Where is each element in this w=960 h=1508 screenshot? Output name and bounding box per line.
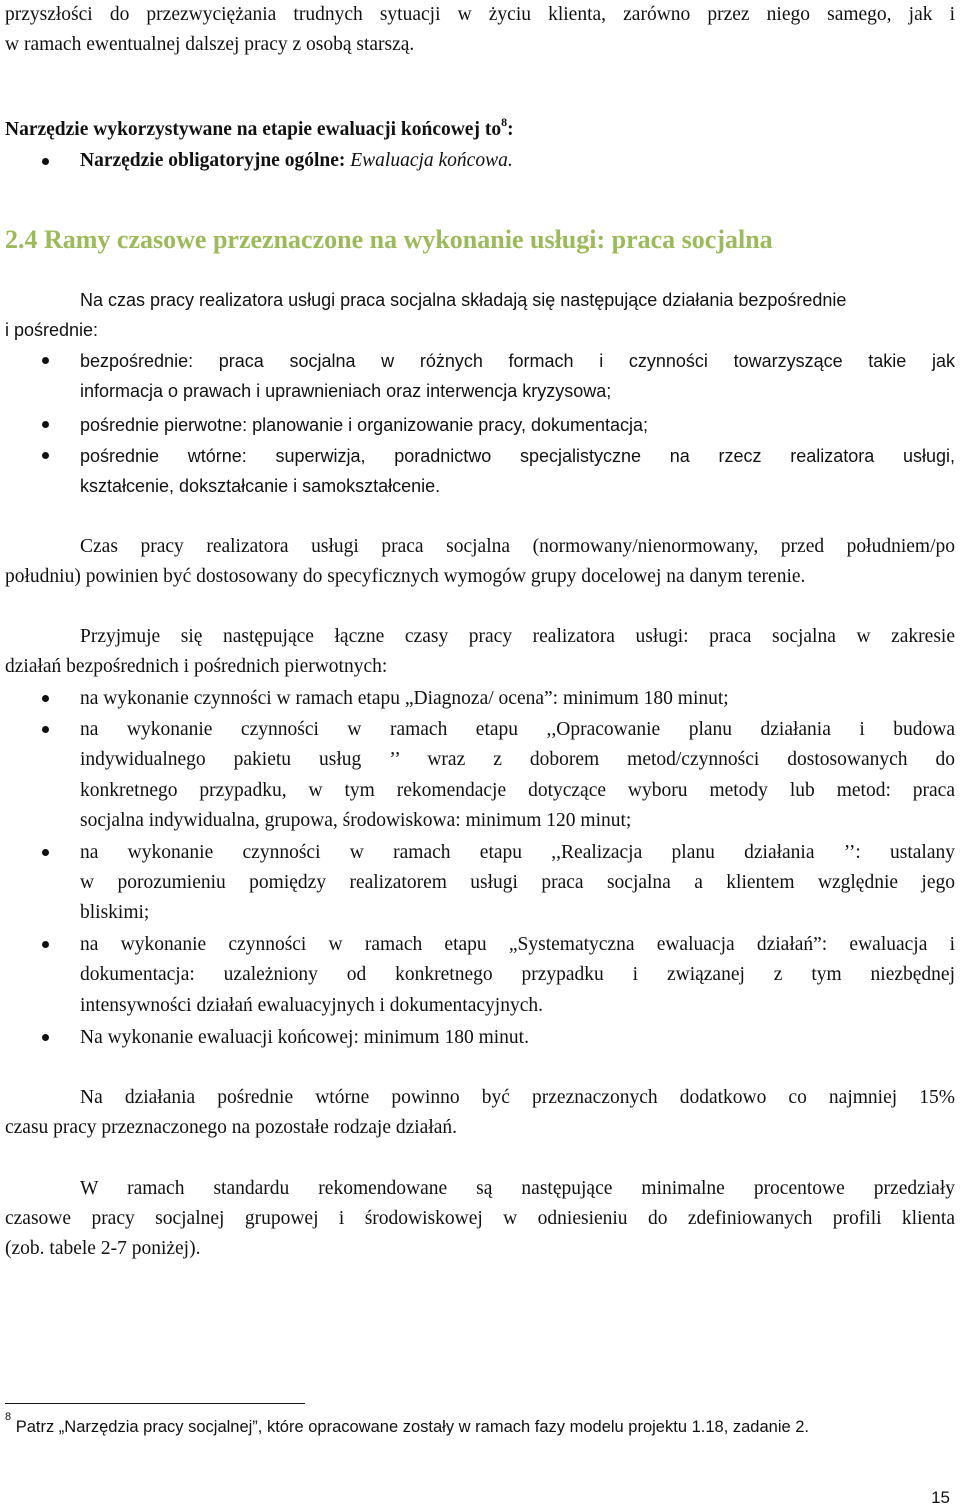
bullet-icon	[42, 695, 49, 702]
time-3-line-3: bliskimi;	[80, 902, 150, 923]
bullet-icon	[42, 849, 49, 856]
p4-line-2: czasu pracy przeznaczonego na pozostałe rodzaje działań.	[5, 1117, 458, 1138]
p1-line-2: i pośrednie:	[5, 320, 99, 340]
bullet-icon	[42, 357, 49, 364]
footnote-marker: 8	[5, 1410, 12, 1423]
bullet-icon	[42, 452, 49, 459]
time-3-line-2: w porozumieniu pomiędzy realizatorem usługi praca socjalna a klientem względnie jego	[80, 872, 955, 893]
bullet-icon	[42, 1034, 49, 1041]
p4-line-1: Na działania pośrednie wtórne powinno być przeznaczonych dodatkowo co najmniej 15%	[80, 1087, 955, 1108]
footnote-divider	[5, 1403, 305, 1404]
activity-1-line-1: bezpośrednie: praca socjalna w różnych formach i czynności towarzyszące takie jak	[80, 351, 955, 371]
p1-line-1: Na czas pracy realizatora usługi praca socjalna składają się następujące działania bezpośrednie	[80, 290, 847, 310]
tool-title: Narzędzie wykorzystywane na etapie ewaluacji końcowej $to^8$:	[5, 114, 514, 140]
bullet-icon	[42, 158, 49, 165]
time-3-line-1: na wykonanie czynności w ramach etapu ,,Realizacja planu działania ’’: ustalany	[80, 842, 955, 863]
bullet-icon	[42, 726, 49, 733]
p2-line-1: Czas pracy realizatora usługi praca socjalna (normowany/nienormowany, przed południem/po	[80, 536, 955, 557]
time-4-line-2: dokumentacja: uzależniony od konkretnego przypadku i związanej z tym niezbędnej	[80, 964, 955, 985]
footnote-text: Patrz „Narzędzia pracy socjalnej”, które opracowane zostały w ramach fazy modelu projektu 1.18, zadanie 2.	[11, 1418, 810, 1436]
page-number: 15	[931, 1488, 950, 1507]
activity-2: pośrednie pierwotne: planowanie i organizowanie pracy, dokumentacja;	[80, 415, 649, 435]
p3-line-2: działań bezpośrednich i pośrednich pierwotnych:	[5, 656, 388, 677]
p5-line-1: W ramach standardu rekomendowane są następujące minimalne procentowe przedziały	[80, 1178, 955, 1199]
footnote-ref: 8	[501, 114, 508, 129]
activity-3-line-2: kształcenie, dokształcanie i samokształcenie.	[80, 476, 441, 496]
p2-line-2: południu) powinien być dostosowany do specyficznych wymogów grupy docelowej na danym terenie.	[5, 566, 806, 587]
activity-3-line-1: pośrednie wtórne: superwizja, poradnictwo specjalistyczne na rzecz realizatora usługi,	[80, 446, 955, 466]
p5-line-3: (zob. tabele 2-7 poniżej).	[5, 1238, 201, 1259]
intro-line-1: przyszłości do przezwyciężania trudnych sytuacji w życiu klienta, zarówno przez niego samego, jak i	[5, 4, 955, 25]
activity-1-line-2: informacja o prawach i uprawnieniach oraz interwencja kryzysowa;	[80, 381, 612, 401]
time-4-line-1: na wykonanie czynności w ramach etapu „Systematyczna ewaluacja działań”: ewaluacja i	[80, 934, 955, 955]
intro-line-2: w ramach ewentualnej dalszej pracy z osobą starszą.	[5, 34, 415, 55]
bullet-icon	[42, 941, 49, 948]
time-2-line-2: indywidualnego pakietu usług ’’ wraz z doborem metod/czynności dostosowanych do	[80, 749, 955, 770]
footnote	[5, 1410, 810, 1437]
section-heading: 2.4 Ramy czasowe przeznaczone na wykonanie usługi: praca socjalna	[5, 225, 773, 254]
bullet-icon	[42, 421, 49, 428]
time-2-line-3: konkretnego przypadku, w tym rekomendacje dotyczące wyboru metody lub metod: praca	[80, 780, 955, 801]
p3-line-1: Przyjmuje się następujące łączne czasy pracy realizatora usługi: praca socjalna w zakresie	[80, 626, 955, 647]
time-4-line-3: intensywności działań ewaluacyjnych i dokumentacyjnych.	[80, 995, 543, 1016]
tool-bullet: Narzędzie obligatoryjne ogólne: Ewaluacja końcowa.	[80, 150, 513, 171]
time-2-line-1: na wykonanie czynności w ramach etapu ,,Opracowanie planu działania i budowa	[80, 719, 955, 740]
p5-line-2: czasowe pracy socjalnej grupowej i środowiskowej w odniesieniu do zdefiniowanych profili klienta	[5, 1208, 955, 1229]
time-2-line-4: socjalna indywidualna, grupowa, środowiskowa: minimum 120 minut;	[80, 810, 632, 831]
time-1: na wykonanie czynności w ramach etapu „Diagnoza/ ocena”: minimum 180 minut;	[80, 688, 729, 709]
time-5: Na wykonanie ewaluacji końcowej: minimum 180 minut.	[80, 1027, 529, 1048]
